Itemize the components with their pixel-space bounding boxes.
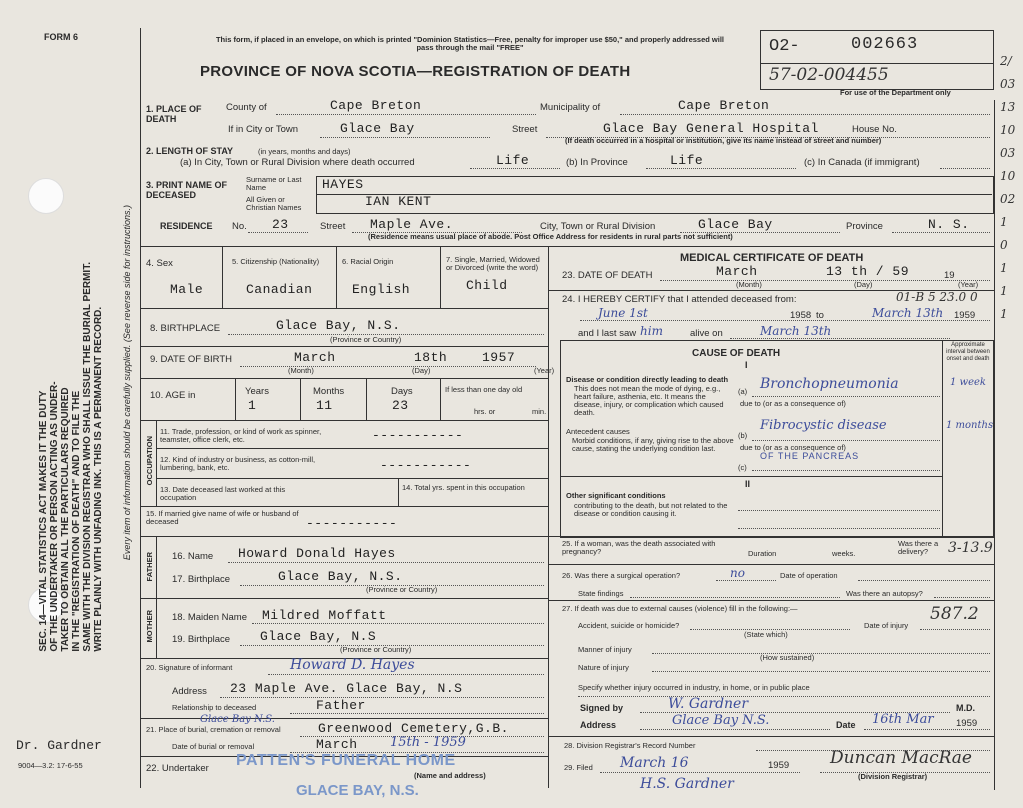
side-instructions: SEC. 14—VITAL STATISTICS ACT MAKES IT THE DUTY OF THE UNDERTAKER OR PERSON ACTING AS UNDER- TAKER TO OBTAIN ALL THE PARTICULARS REQUIRED IN THE "REGISTRATION OF DEATH" AND TO FILE THE SAME WITH THE DIVISION REGISTRAR WHO SHALL ISSUE THE BURIAL PERMIT. WRITE PLAINLY WITH UNFADING INK. THIS IS A PERMANENT RECORD. <box>38 262 104 652</box>
surname-value: HAYES <box>322 177 364 192</box>
age-days: 23 <box>392 398 409 413</box>
attended-from: June 1st <box>598 306 648 320</box>
mother-maiden-name: Mildred Moffatt <box>262 608 387 623</box>
last-seen-alive: March 13th <box>760 324 832 338</box>
citizenship-value: Canadian <box>246 282 313 297</box>
city-value: Glace Bay <box>340 121 415 136</box>
registrar-signature: Duncan MacRae <box>830 748 972 768</box>
department-number: 57-02-004455 <box>769 65 889 85</box>
registration-box: O2- 002663 57-02-004455 <box>760 30 994 90</box>
form-number: FORM 6 <box>44 32 79 42</box>
side-note: Every item of information should be carefully supplied. (See reverse side for instructions.) <box>122 205 132 561</box>
birthplace-value: Glace Bay, N.S. <box>276 318 401 333</box>
physician-signature: W. Gardner <box>668 696 749 712</box>
physician-address: Glace Bay N.S. <box>672 713 770 728</box>
mother-birthplace: Glace Bay, N.S <box>260 629 377 644</box>
medical-title: MEDICAL CERTIFICATE OF DEATH <box>680 252 864 264</box>
doctor-name: Dr. Gardner <box>16 738 102 753</box>
header-note: This form, if placed in an envelope, on which is printed "Dominion Statistics—Free, penalty for improper use $50," and properly addressed will pass through the mail "FREE" <box>215 35 725 52</box>
burial-place: Greenwood Cemetery,G.B. <box>318 721 509 736</box>
county-value: Cape Breton <box>330 98 422 113</box>
dob-day: 18th <box>414 350 448 365</box>
form-code: 9004—3.2: 17-6-55 <box>18 761 83 770</box>
certificate-date: 16th Mar <box>872 712 934 727</box>
father-name: Howard Donald Hayes <box>238 546 396 561</box>
undertaker-city-stamp: GLACE BAY, N.S. <box>296 782 419 799</box>
burial-date: March <box>316 737 358 752</box>
stay-city-value: Life <box>496 153 530 168</box>
informant-address: 23 Maple Ave. Glace Bay, N.S <box>230 681 463 696</box>
stay-province-value: Life <box>670 153 704 168</box>
residence-street: Maple Ave. <box>370 217 454 232</box>
cause-a: Bronchopneumonia <box>760 376 899 392</box>
cause-b: Fibrocystic disease <box>760 418 887 433</box>
registration-number: 002663 <box>851 35 919 54</box>
attended-to: March 13th <box>872 306 944 320</box>
racial-origin-value: English <box>352 282 411 297</box>
given-names-value: IAN KENT <box>365 194 432 209</box>
informant-signature: Howard D. Hayes <box>290 657 415 673</box>
death-month: March <box>716 264 758 279</box>
marital-value: Child <box>466 278 508 293</box>
street-value: Glace Bay General Hospital <box>603 121 819 136</box>
father-birthplace: Glace Bay, N.S. <box>278 569 403 584</box>
residence-city: Glace Bay <box>698 217 773 232</box>
age-months: 11 <box>316 398 333 413</box>
sex-value: Male <box>170 282 204 297</box>
punch-hole-top <box>28 178 64 214</box>
surgery-answer: no <box>730 566 745 580</box>
informant-relationship: Father <box>316 698 366 713</box>
dob-month: March <box>294 350 336 365</box>
place-label: 1. PLACE OF DEATH <box>146 104 202 124</box>
municipality-value: Cape Breton <box>678 98 770 113</box>
page-title: PROVINCE OF NOVA SCOTIA—REGISTRATION OF DEATH <box>200 63 631 80</box>
filed-date: March 16 <box>620 755 689 771</box>
age-years: 1 <box>248 398 257 413</box>
death-day: 13 th / 59 <box>826 264 910 279</box>
margin-codes: 2/ 03 13 10 03 10 02 1 0 1 1 1 <box>1000 54 1016 321</box>
dob-year: 1957 <box>482 350 516 365</box>
undertaker-stamp: PATTEN'S FUNERAL HOME <box>236 752 456 769</box>
